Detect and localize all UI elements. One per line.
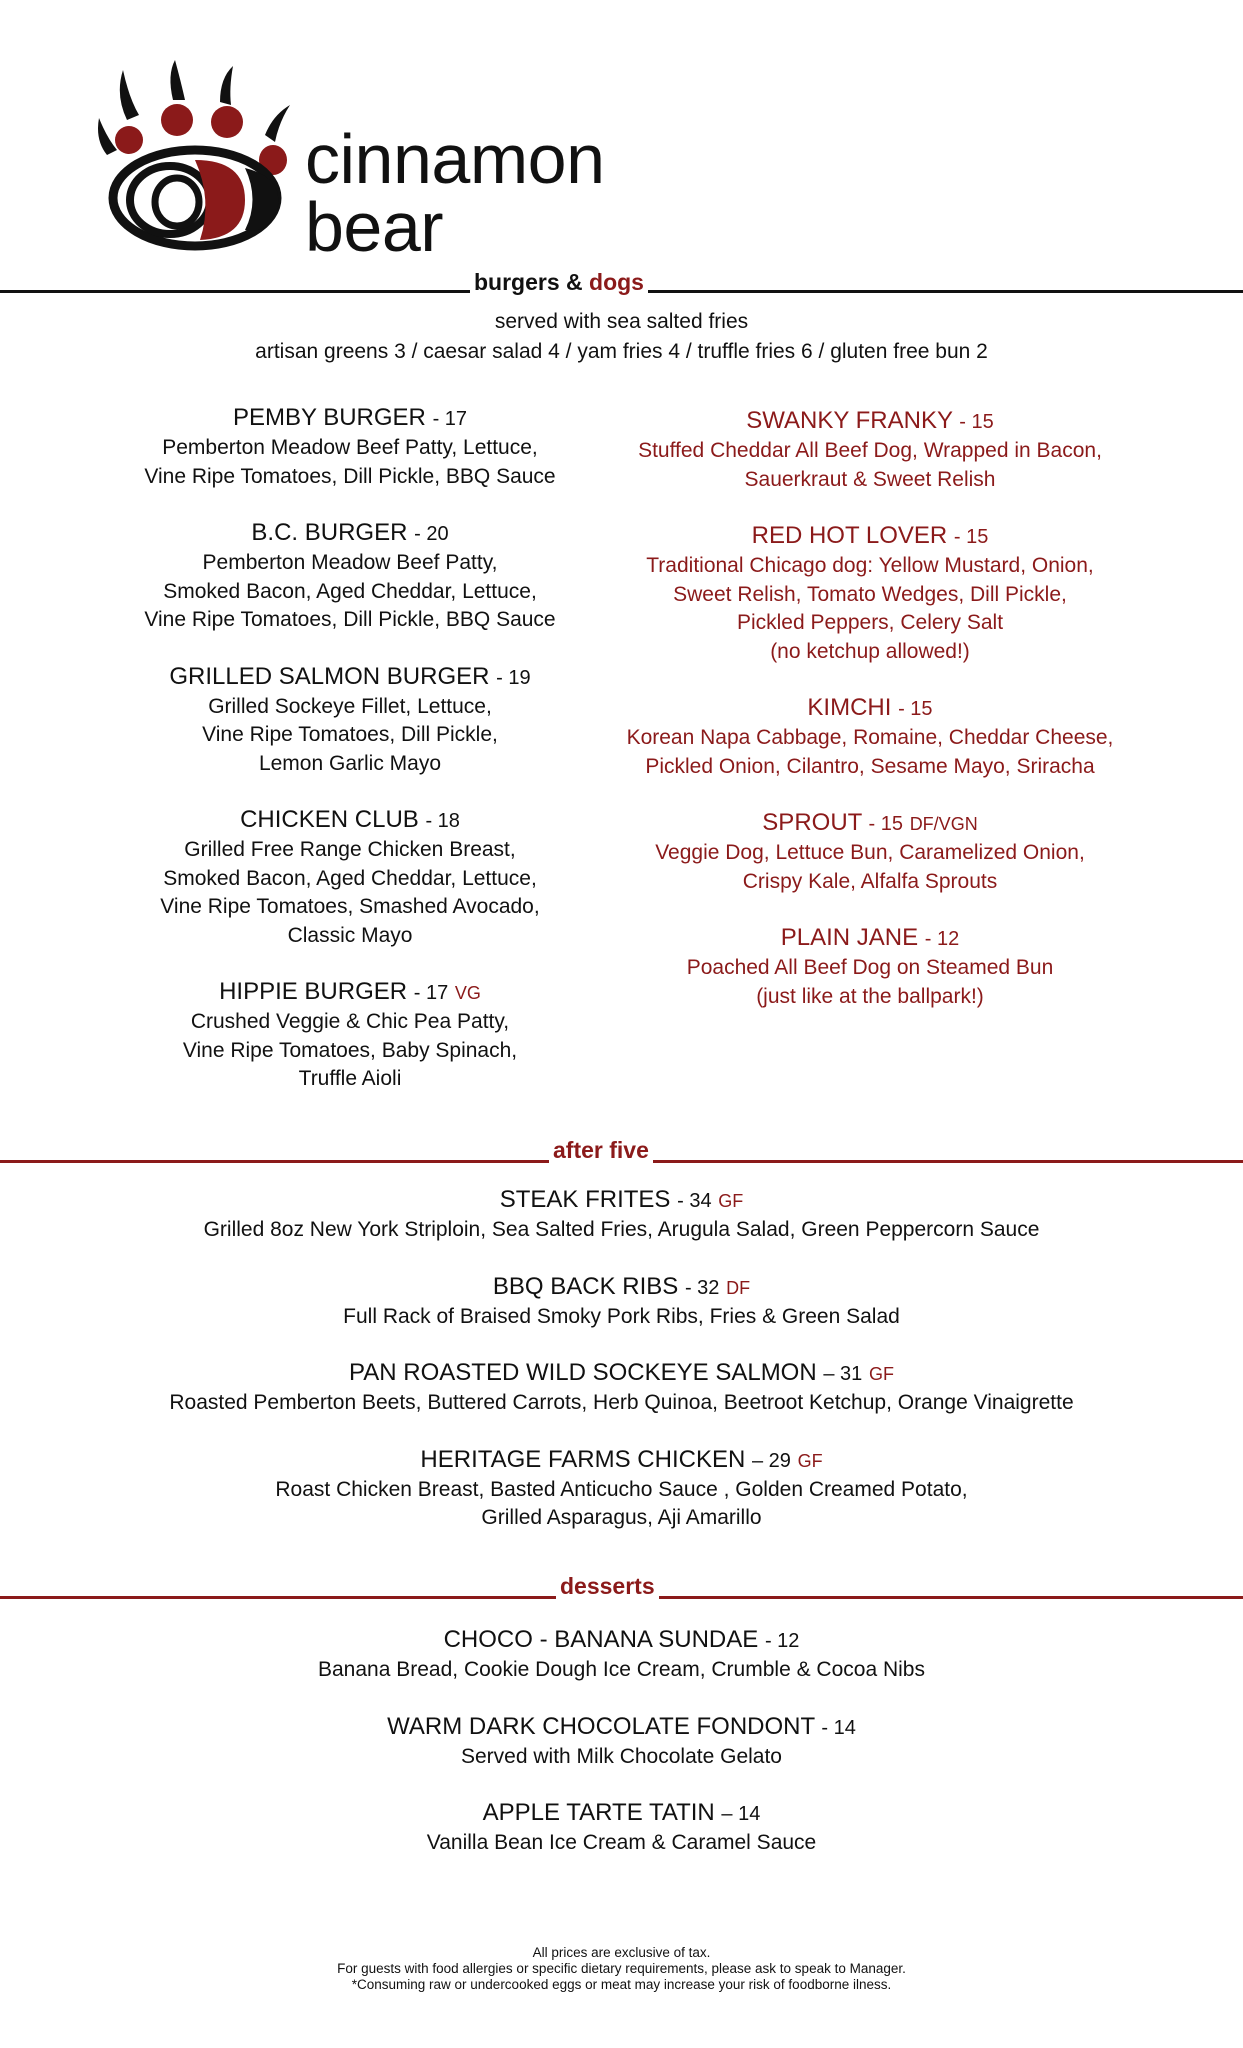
menu-item-description: Pickled Peppers, Celery Salt: [736, 611, 1004, 634]
section-title: [470, 268, 648, 296]
footer-line: All prices are exclusive of tax.: [532, 1945, 711, 1960]
menu-item-description: Grilled 8oz New York Striploin, Sea Salted Fries, Arugula Salad, Green Peppercorn Sauce: [203, 1218, 1040, 1241]
menu-item-price: - 15: [868, 813, 904, 835]
menu-item-description: Traditional Chicago dog: Yellow Mustard, Onion,: [646, 554, 1094, 577]
menu-item-price: – 14: [721, 1803, 761, 1825]
menu-item-title: [100, 662, 600, 693]
menu-item-price: - 18: [425, 810, 460, 832]
menu-item-description: Roast Chicken Breast, Basted Anticucho Sauce , Golden Creamed Potato,: [275, 1477, 968, 1501]
menu-item: [0, 1625, 1243, 1685]
menu-item-title: [100, 805, 600, 836]
menu-item-title: [0, 1625, 1243, 1656]
menu-item-description: Served with Milk Chocolate Gelato: [461, 1744, 782, 1768]
menu-item: [100, 518, 600, 635]
menu-item-description: Crushed Veggie & Chic Pea Patty,: [190, 1010, 510, 1033]
menu-item-title: [600, 693, 1140, 724]
menu-item-description: Grilled Sockeye Fillet, Lettuce,: [208, 694, 492, 718]
menu-item-name: APPLE TARTE TATIN: [482, 1799, 715, 1826]
menu-item-name: PLAIN JANE: [780, 924, 919, 951]
menu-item: [0, 1798, 1243, 1858]
bear-paw-icon: [95, 60, 305, 260]
menu-item-description: (just like at the ballpark!): [756, 984, 984, 1008]
restaurant-name-line1: cinnamon: [305, 120, 605, 198]
menu-item: [600, 406, 1140, 494]
menu-item: [0, 1445, 1243, 1533]
restaurant-name: [305, 120, 605, 266]
menu-item-price: - 19: [496, 666, 531, 689]
menu-item-name: CHOCO - BANANA SUNDAE: [443, 1626, 759, 1653]
dietary-tag: VG: [454, 983, 481, 1003]
menu-item-description: Veggie Dog, Lettuce Bun, Caramelized Onion,: [655, 841, 1085, 864]
dietary-tag: GF: [797, 1450, 823, 1471]
menu-item-title: [0, 1358, 1243, 1389]
menu-item-name: B.C. BURGER: [251, 519, 408, 546]
menu-item-name: PAN ROASTED WILD SOCKEYE SALMON: [349, 1359, 817, 1386]
menu-item-title: [100, 518, 600, 549]
menu-item-price: - 34: [677, 1190, 712, 1212]
menu-item-price: - 20: [414, 523, 449, 545]
menu-item-description: Lemon Garlic Mayo: [258, 751, 442, 775]
menu-item-price: - 14: [821, 1716, 856, 1739]
menu-item-price: - 12: [924, 928, 960, 950]
menu-item-description: Vine Ripe Tomatoes, Dill Pickle, BBQ Sauce: [144, 464, 556, 488]
menu-item-name: KIMCHI: [807, 694, 892, 721]
menu-item-name: SWANKY FRANKY: [746, 407, 953, 434]
menu-item-description: Vine Ripe Tomatoes, Smashed Avocado,: [160, 895, 540, 918]
menu-item: [0, 1185, 1243, 1245]
dietary-tag: GF: [718, 1191, 744, 1211]
footer-line: For guests with food allergies or specific dietary requirements, please ask to speak to Manager.: [337, 1961, 906, 1976]
menu-item-description: Full Rack of Braised Smoky Pork Ribs, Fries & Green Salad: [343, 1304, 900, 1328]
menu-item-title: [600, 923, 1140, 954]
served-with-note: served with sea salted fries: [494, 310, 749, 333]
menu-item-name: PEMBY BURGER: [232, 404, 426, 431]
menu-item-name: SPROUT: [762, 809, 862, 836]
menu-item-description: Vine Ripe Tomatoes, Dill Pickle,: [202, 723, 498, 746]
menu-item: [600, 808, 1140, 896]
burgers-column: [100, 403, 600, 1121]
footer-notes: [0, 1945, 1243, 1993]
restaurant-logo: [95, 60, 635, 266]
menu-item-title: [0, 1798, 1243, 1829]
menu-item-price: - 17: [432, 408, 468, 430]
menu-item-name: HERITAGE FARMS CHICKEN: [420, 1445, 746, 1473]
menu-item-description: Sauerkraut & Sweet Relish: [744, 467, 996, 491]
menu-item-description: Stuffed Cheddar All Beef Dog, Wrapped in Bacon,: [638, 439, 1102, 462]
menu-item-title: [100, 977, 600, 1008]
menu-item-description: Pemberton Meadow Beef Patty,: [202, 551, 498, 574]
menu-item: [600, 693, 1140, 781]
menu-item-title: [600, 406, 1140, 437]
menu-item-price: – 31: [823, 1363, 863, 1385]
menu-item-description: Smoked Bacon, Aged Cheddar, Lettuce,: [163, 579, 537, 603]
menu-item-price: - 17: [413, 982, 449, 1004]
footer-line: *Consuming raw or undercooked eggs or meat may increase your risk of foodborne ilness.: [351, 1977, 892, 1992]
menu-item-title: [0, 1445, 1243, 1476]
menu-item-title: [0, 1272, 1243, 1303]
menu-item-name: HIPPIE BURGER: [219, 978, 408, 1005]
menu-item: [600, 923, 1140, 1011]
section-title-part1: burgers &: [474, 269, 583, 295]
dietary-tag: DF/VGN: [909, 814, 978, 834]
menu-item: [100, 977, 600, 1094]
menu-item-description: Banana Bread, Cookie Dough Ice Cream, Crumble & Cocoa Nibs: [318, 1658, 925, 1681]
menu-item-description: Poached All Beef Dog on Steamed Bun: [686, 956, 1054, 979]
dietary-tag: DF: [726, 1277, 751, 1298]
menu-item: [600, 521, 1140, 666]
menu-item-title: [0, 1712, 1243, 1743]
menu-item-price: – 29: [752, 1449, 791, 1472]
menu-item: [0, 1358, 1243, 1418]
menu-item-name: RED HOT LOVER: [751, 522, 948, 549]
menu-item-price: - 12: [764, 1630, 800, 1652]
restaurant-name-line2: bear: [305, 188, 444, 266]
menu-item-description: Pickled Onion, Cilantro, Sesame Mayo, Sriracha: [645, 754, 1095, 778]
menu-item-description: Pemberton Meadow Beef Patty, Lettuce,: [162, 436, 538, 459]
sides-list: artisan greens 3 / caesar salad 4 / yam fries 4 / truffle fries 6 / gluten free bun 2: [255, 340, 988, 363]
menu-item-title: [0, 1185, 1243, 1216]
menu-item-description: Smoked Bacon, Aged Cheddar, Lettuce,: [163, 866, 537, 890]
menu-item-description: Crispy Kale, Alfalfa Sprouts: [742, 869, 998, 893]
menu-item-name: CHICKEN CLUB: [240, 806, 419, 833]
menu-item-name: WARM DARK CHOCOLATE FONDONT: [387, 1712, 815, 1740]
menu-item-title: [100, 403, 600, 434]
desserts-header: [0, 1572, 1243, 1602]
menu-item-name: STEAK FRITES: [499, 1186, 671, 1213]
after-five-list: [0, 1185, 1243, 1560]
menu-item-description: Roasted Pemberton Beets, Buttered Carrots, Herb Quinoa, Beetroot Ketchup, Orange Vinaigrette: [169, 1391, 1074, 1414]
dietary-tag: GF: [868, 1364, 894, 1384]
menu-item-description: Sweet Relish, Tomato Wedges, Dill Pickle,: [673, 582, 1067, 606]
menu-item-price: - 32: [684, 1276, 720, 1299]
menu-item-price: - 15: [898, 698, 933, 720]
menu-item: [100, 403, 600, 491]
section-title-part2: dogs: [589, 269, 644, 295]
menu-item-description: Classic Mayo: [287, 923, 413, 947]
menu-item-description: Grilled Asparagus, Aji Amarillo: [481, 1506, 762, 1529]
menu-item-title: [600, 808, 1140, 839]
menu-item-title: [600, 521, 1140, 552]
menu-item-description: Grilled Free Range Chicken Breast,: [184, 838, 516, 861]
menu-item-price: - 15: [959, 411, 994, 433]
menu-item-description: Vine Ripe Tomatoes, Baby Spinach,: [182, 1038, 518, 1062]
menu-item: [0, 1712, 1243, 1772]
desserts-list: [0, 1625, 1243, 1885]
menu-item-name: GRILLED SALMON BURGER: [169, 662, 490, 690]
menu-item: [100, 805, 600, 950]
section-title: desserts: [556, 1572, 659, 1600]
menu-item-description: Vine Ripe Tomatoes, Dill Pickle, BBQ Sauce: [144, 608, 556, 631]
menu-item: [100, 662, 600, 779]
menu-item-description: Korean Napa Cabbage, Romaine, Cheddar Cheese,: [626, 726, 1114, 749]
section-title: after five: [549, 1136, 653, 1164]
after-five-header: [0, 1136, 1243, 1166]
menu-item: [0, 1272, 1243, 1332]
dogs-column: [600, 406, 1140, 1038]
menu-item-price: - 15: [953, 526, 989, 548]
menu-item-description: (no ketchup allowed!): [770, 639, 970, 663]
menu-item-description: Truffle Aioli: [298, 1067, 402, 1090]
menu-item-name: BBQ BACK RIBS: [492, 1272, 679, 1300]
burgers-dogs-header: [0, 268, 1243, 298]
menu-item-description: Vanilla Bean Ice Cream & Caramel Sauce: [426, 1831, 817, 1854]
